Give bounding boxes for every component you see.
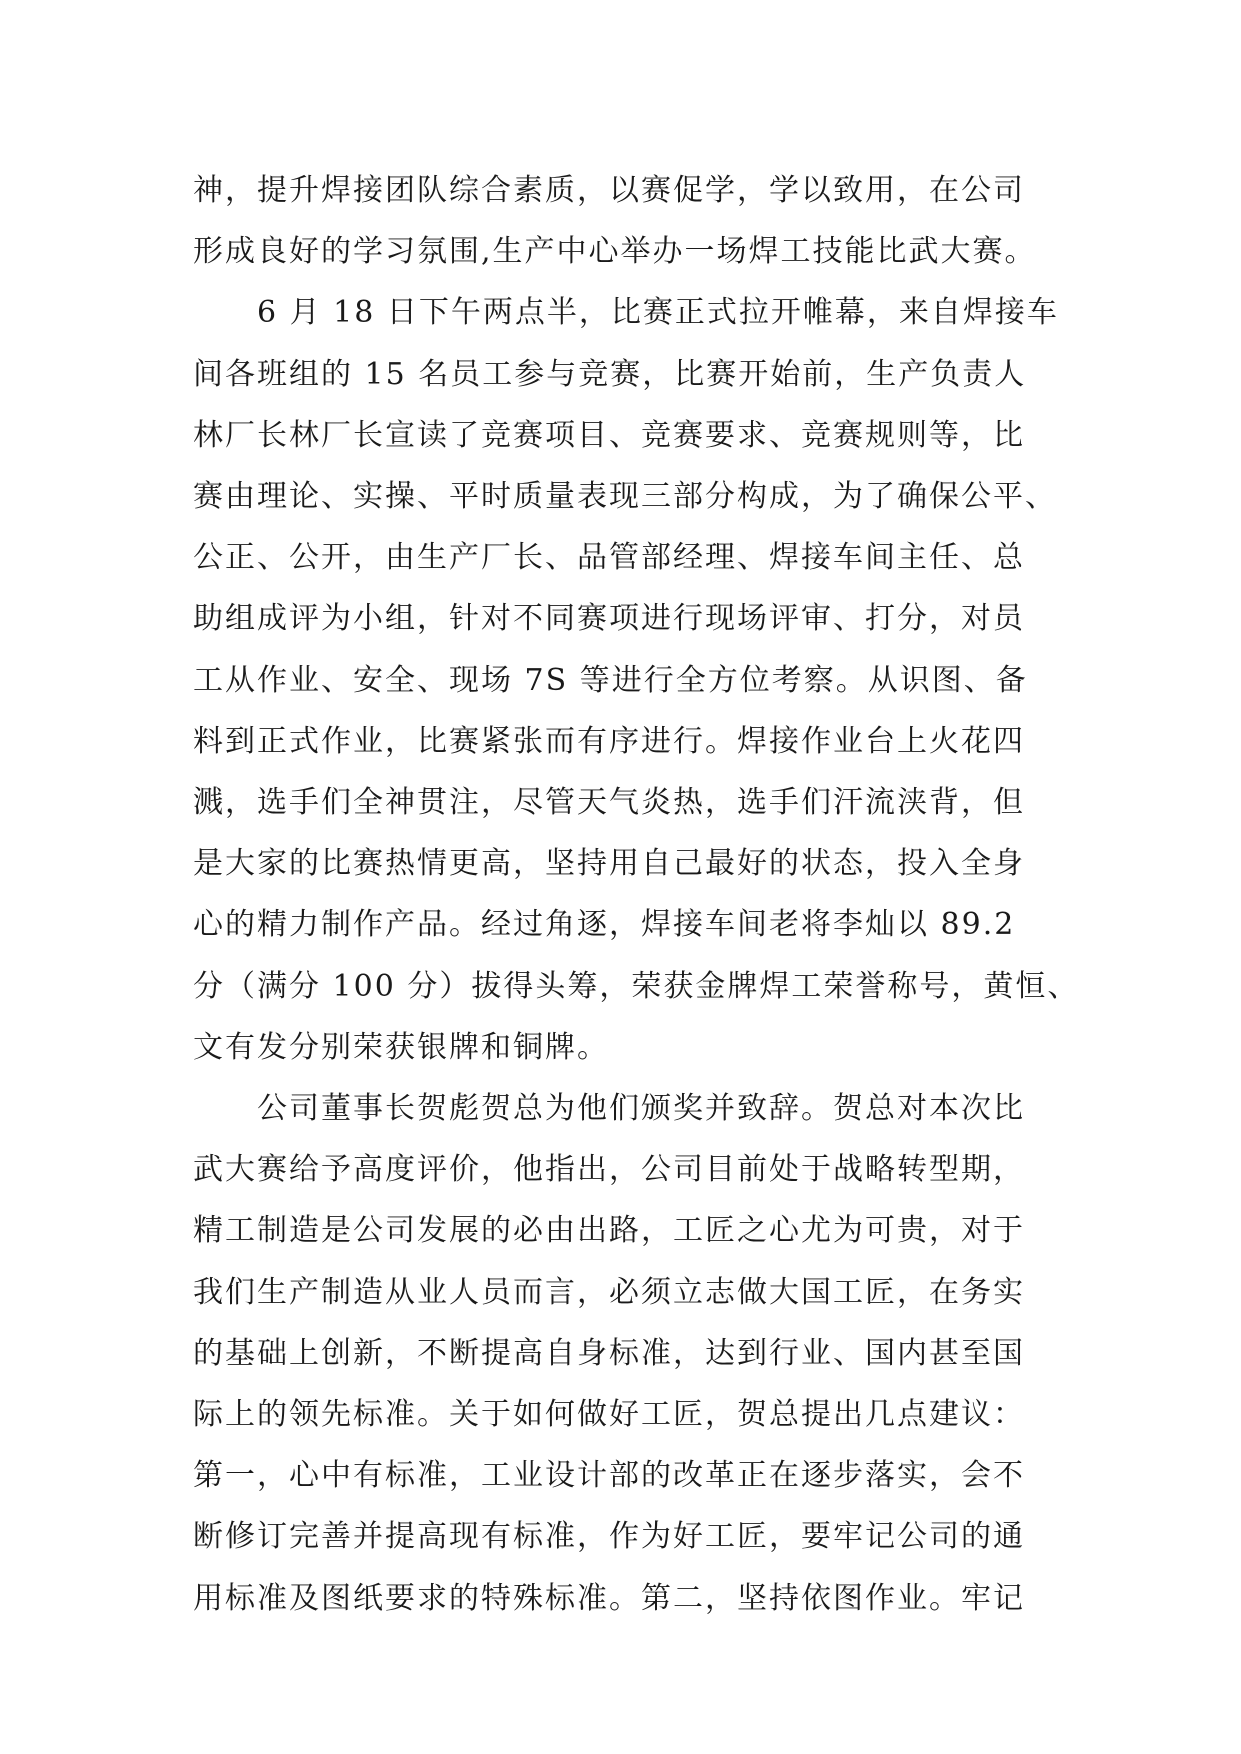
text-line: 心的精力制作产品。经过角逐，焊接车间老将李灿以 89.2 <box>193 907 1016 943</box>
text-line: 的基础上创新，不断提高自身标准，达到行业、国内甚至国 <box>193 1335 1025 1371</box>
body-text <box>193 160 1080 1629</box>
text-line: 溅，选手们全神贯注，尽管天气炎热，选手们汗流浃背，但 <box>193 785 1025 821</box>
text-line: 神，提升焊接团队综合素质，以赛促学，学以致用，在公司 <box>193 173 1025 208</box>
text-line: 际上的领先标准。关于如何做好工匠，贺总提出几点建议： <box>193 1397 1025 1433</box>
text-line: 工从作业、安全、现场 7S 等进行全方位考察。从识图、备 <box>193 662 1028 698</box>
text-line: 分（满分 100 分）拔得头筹，荣获金牌焊工荣誉称号，黄恒、 <box>193 968 1080 1004</box>
text-line: 精工制造是公司发展的必由出路，工匠之心尤为可贵，对于 <box>193 1213 1025 1249</box>
text-line: 武大赛给予高度评价，他指出，公司目前处于战略转型期， <box>193 1152 1025 1188</box>
paragraph-first-line: 公司董事长贺彪贺总为他们颁奖并致辞。贺总对本次比 <box>257 1091 1025 1127</box>
text-line: 助组成评为小组，针对不同赛项进行现场评审、打分，对员 <box>193 601 1025 637</box>
paragraph-first-line: 6 月 18 日下午两点半，比赛正式拉开帷幕，来自焊接车 <box>257 295 1059 331</box>
text-line: 公正、公开，由生产厂长、品管部经理、焊接车间主任、总 <box>193 540 1025 576</box>
text-line: 是大家的比赛热情更高，坚持用自己最好的状态，投入全身 <box>193 846 1025 882</box>
text-line: 第一，心中有标准，工业设计部的改革正在逐步落实，会不 <box>193 1458 1025 1494</box>
text-line: 林厂长林厂长宣读了竞赛项目、竞赛要求、竞赛规则等，比 <box>193 417 1025 453</box>
text-line: 用标准及图纸要求的特殊标准。第二，坚持依图作业。牢记 <box>193 1580 1025 1616</box>
text-line: 文有发分别荣获银牌和铜牌。 <box>193 1029 609 1065</box>
text-line: 赛由理论、实操、平时质量表现三部分构成，为了确保公平、 <box>193 479 1057 515</box>
text-line: 形成良好的学习氛围,生产中心举办一场焊工技能比武大赛。 <box>193 234 1037 270</box>
text-line: 料到正式作业，比赛紧张而有序进行。焊接作业台上火花四 <box>193 723 1025 759</box>
text-line: 间各班组的 15 名员工参与竞赛，比赛开始前，生产负责人 <box>193 356 1027 392</box>
text-line: 我们生产制造从业人员而言，必须立志做大国工匠，在务实 <box>193 1274 1025 1310</box>
text-line: 断修订完善并提高现有标准，作为好工匠，要牢记公司的通 <box>193 1519 1025 1555</box>
